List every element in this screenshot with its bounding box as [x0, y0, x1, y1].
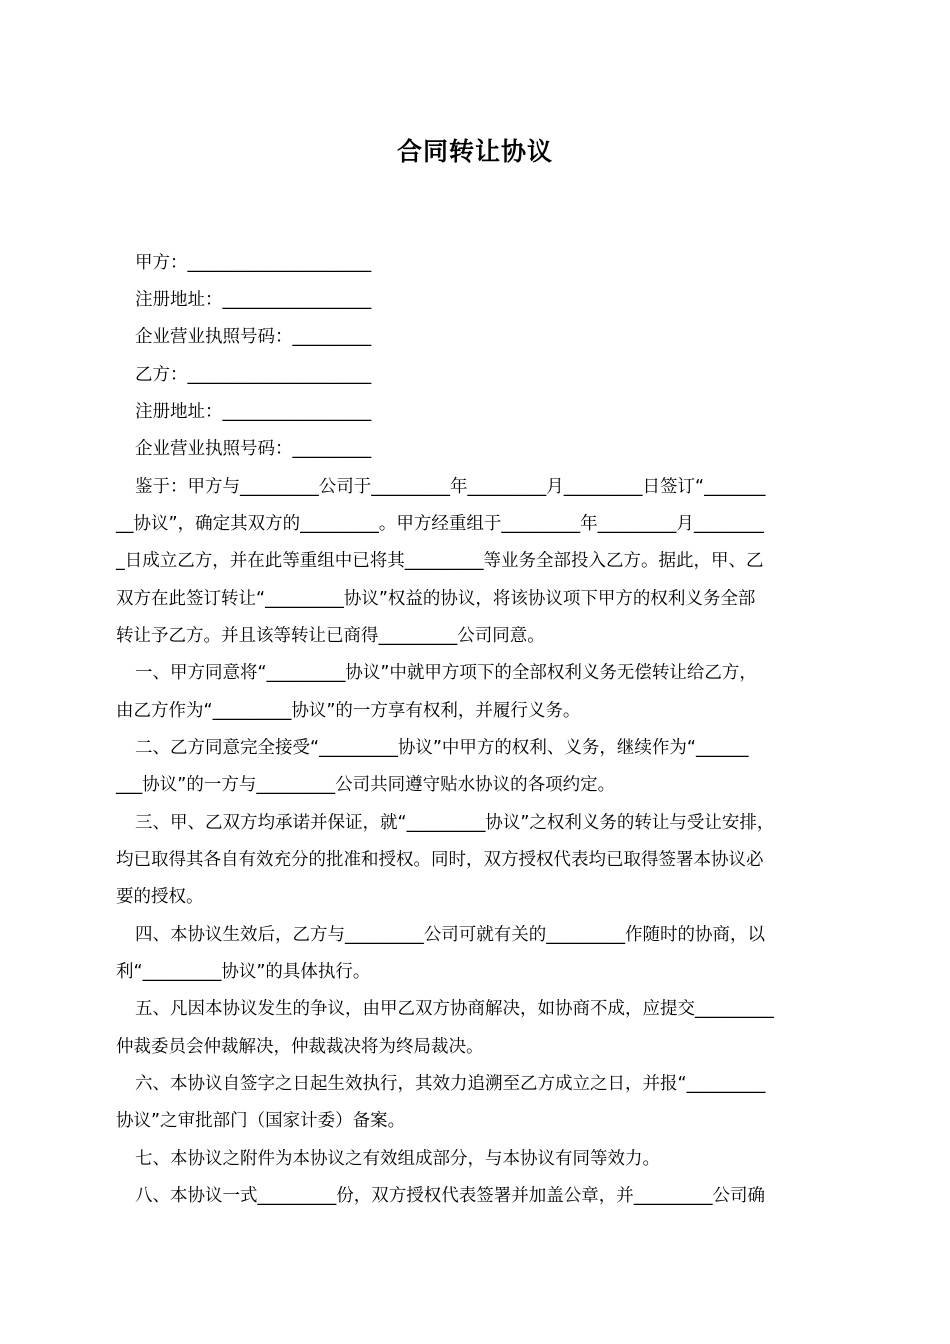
document-title: 合同转让协议 [396, 137, 553, 166]
clause-5-line: 五、凡因本协议发生的争议，由甲乙双方协商解决，如协商不成，应提交_________ [135, 999, 774, 1019]
preamble-line: 鉴于：甲方与_________公司于_________年_________月_________日签订“_______ [135, 477, 766, 497]
clause-1-line: 一、甲方同意将“_________协议”中就甲方项下的全部权利义务无偿转让给乙方， [135, 663, 757, 683]
clause-8-line: 八、本协议一式_________份，双方授权代表签署并加盖公章，并_________公司确 [135, 1186, 765, 1206]
clause-4-line: 四、本协议生效后，乙方与_________公司可就有关的_________作随时的协商，以 [135, 925, 765, 945]
clause-2-line: ___协议”的一方与_________公司共同遵守贴水协议的各项约定。 [116, 775, 616, 795]
party-a-line: 甲方：_____________________ [135, 253, 372, 273]
clause-3-line: 三、甲、乙双方均承诺并保证，就“_________协议”之权利义务的转让与受让安排， [135, 813, 775, 833]
clause-1-line: 由乙方作为“_________协议”的一方享有权利，并履行义务。 [116, 701, 581, 721]
preamble-line: 双方在此签订转让“_________协议”权益的协议，将该协议项下甲方的权利义务全部 [116, 589, 756, 609]
preamble-line: __协议”，确定其双方的_________。甲方经重组于_________年_________月________ [116, 514, 764, 534]
party-a-license-line: 企业营业执照号码：_________ [135, 327, 372, 347]
preamble-line: _日成立乙方，并在此等重组中已将其_________等业务全部投入乙方。据此，甲、乙 [116, 551, 764, 571]
preamble-line: 转让予乙方。并且该等转让已商得_________公司同意。 [116, 626, 545, 646]
clause-4-line: 利“_________协议”的具体执行。 [116, 962, 371, 982]
clause-3-line: 要的授权。 [116, 887, 204, 907]
clause-6-line: 六、本协议自签字之日起生效执行，其效力追溯至乙方成立之日，并报“_________ [135, 1074, 766, 1094]
party-b-line: 乙方：_____________________ [135, 365, 372, 385]
party-b-license-line: 企业营业执照号码：_________ [135, 439, 372, 459]
party-a-address-line: 注册地址：_________________ [135, 290, 372, 310]
party-b-address-line: 注册地址：_________________ [135, 402, 372, 422]
clause-7-line: 七、本协议之附件为本协议之有效组成部分，与本协议有同等效力。 [135, 1149, 660, 1169]
clause-5-line: 仲裁委员会仲裁解决，仲裁裁决将为终局裁决。 [116, 1037, 484, 1057]
clause-6-line: 协议”之审批部门（国家计委）备案。 [116, 1111, 406, 1131]
clause-2-line: 二、乙方同意完全接受“_________协议”中甲方的权利、义务，继续作为“______ [135, 738, 749, 758]
clause-3-line: 均已取得其各自有效充分的批准和授权。同时，双方授权代表均已取得签署本协议必 [116, 850, 764, 870]
